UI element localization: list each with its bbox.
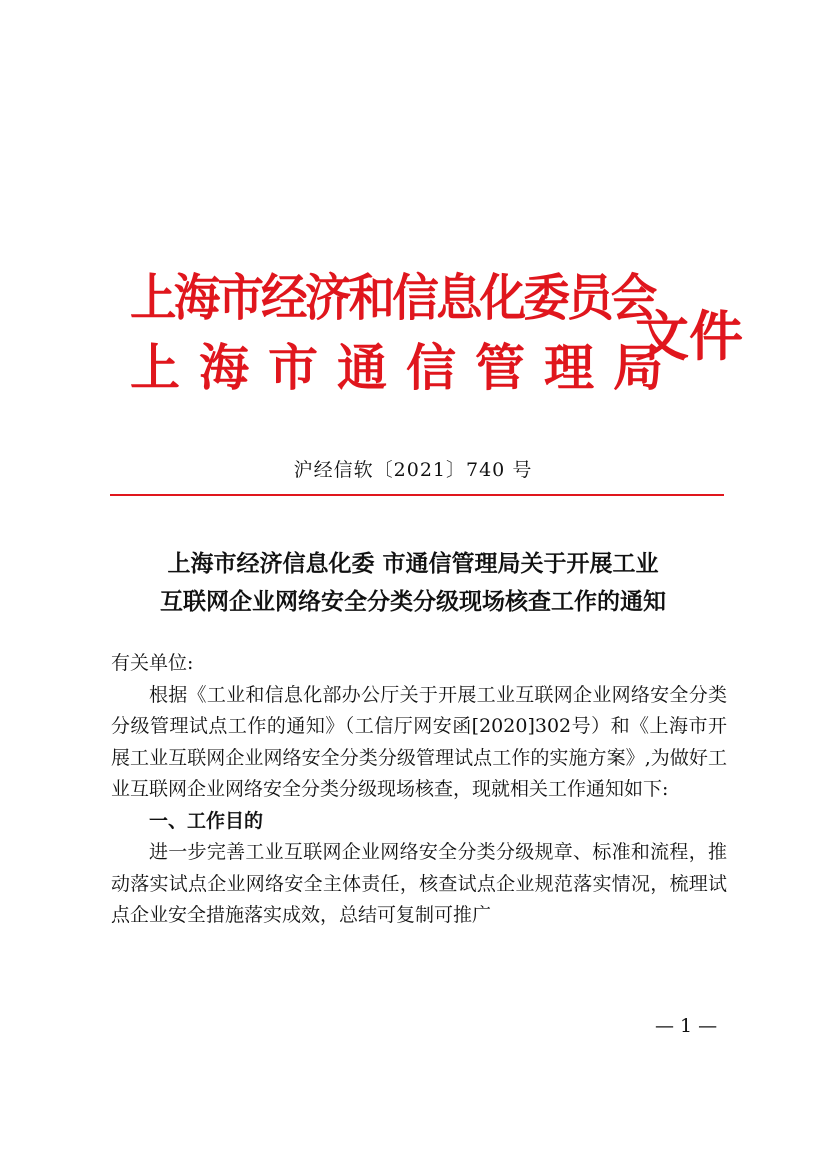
- notice-title-line-2: 互联网企业网络安全分类分级现场核查工作的通知: [160, 588, 666, 615]
- issuer-name-2: 上海市通信管理局: [130, 338, 682, 397]
- notice-body: [111, 648, 727, 932]
- notice-title-line-1: 上海市经济信息化委 市通信管理局关于开展工业: [167, 550, 659, 577]
- section-heading-1: 一、工作目的: [149, 809, 264, 832]
- issuer-name-1: 上海市经济和信息化委员会: [130, 268, 655, 327]
- red-divider: [110, 494, 724, 496]
- document-type: 文件: [635, 304, 743, 368]
- document-header: [130, 258, 743, 398]
- page-number: — 1 —: [655, 1015, 718, 1037]
- salutation: 有关单位:: [111, 652, 194, 674]
- paragraph-1: 根据《工业和信息化部办公厅关于开展工业互联网企业网络安全分类分级管理试点工作的通知》（工信厅网安函[2020]302号）和《上海市开展工业互联网企业网络安全分类分级管理试点工作的实施方案》,为做好工业互联网企业网络安全分类分级现场核查，现就相关工作通知如下:: [111, 683, 727, 800]
- document-number: 沪经信软〔2021〕740 号: [293, 459, 533, 481]
- paragraph-2: 进一步完善工业互联网企业网络安全分类分级规章、标准和流程，推动落实试点企业网络安全主体责任，核查试点企业规范落实情况，梳理试点企业安全措施落实成效，总结可复制可推广: [111, 841, 727, 926]
